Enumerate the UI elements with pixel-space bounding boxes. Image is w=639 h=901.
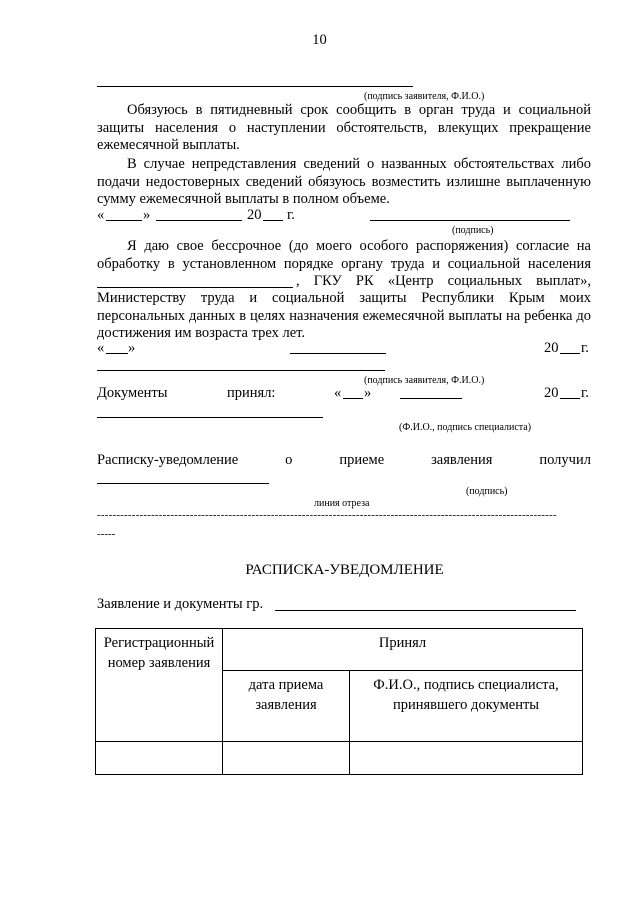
signature-blank-2 [370,220,570,221]
accept-date-cell [223,742,350,775]
day-blank [106,220,142,221]
receipt-word-1: Расписку-уведомление [97,452,239,468]
consent-line-3-tail: , ГКУ РК «Центр социальных выплат», [296,273,591,289]
accepted-group-header: Принял [223,629,583,671]
applicant-signature-caption: (подпись заявителя, Ф.И.О.) [364,91,485,102]
liability-paragraph: В случае непредставления сведений о названных обстоятельствах либо подачи недостоверных сведений обязуюсь возместить излишне выплаченную сумму ежемесячной выплаты в полном объеме. [97,156,591,207]
applicant-signature-line-3 [97,370,385,371]
specialist-cell [350,742,583,775]
applicant-signature-caption-3: (подпись заявителя, Ф.И.О.) [364,375,485,386]
accept-date-header: дата приема заявления [223,670,350,741]
receipt-signature-caption: (подпись) [466,486,508,497]
page-number: 10 [312,32,327,48]
quote-open: « [97,207,105,223]
month-blank [290,353,386,354]
date-row-2 [97,340,591,360]
signature-caption-2: (подпись) [452,225,494,236]
registration-table [95,628,583,775]
consent-organ-blank [97,287,293,288]
obligation-paragraph: Обязуюсь в пятидневный срок сообщить в орган труда и социальной защиты населения о наступлении обстоятельств, влекущих прекращение ежемесячной выплаты. [97,102,591,153]
cut-dashes-1: ----------------------------------------------------------------------------------------------------------------------- [97,509,557,521]
receipt-word-4: заявления [431,452,493,468]
receipt-title: РАСПИСКА-УВЕДОМЛЕНИЕ [245,562,444,578]
consent-paragraph-rest: Министерству труда и социальной защиты Республики Крым моих персональных данных в целях назначения ежемесячной выплаты на ребенка до достижения им возраста трех лет. [97,290,591,341]
consent-line-2: обработку в установленном порядке органу труда и социальной населения [97,256,591,272]
year-prefix: 20 [247,207,262,223]
specialist-signature-line [97,417,323,418]
quote-open: « [334,385,342,401]
registration-number-header: Регистрационный номер заявления [96,629,223,742]
year-blank [560,353,580,354]
receipt-applicant-blank [275,610,576,611]
quote-close: » [364,385,372,401]
year-prefix: 20 [544,385,559,401]
date-row-1 [97,207,591,227]
month-blank [156,220,242,221]
accepted-word: принял: [227,385,276,401]
year-blank [263,220,283,221]
year-blank [560,398,580,399]
receipt-signature-line [97,483,269,484]
receipt-received-row [97,452,591,469]
documents-word: Документы [97,385,168,401]
receipt-word-2: о [285,452,293,468]
specialist-header: Ф.И.О., подпись специалиста, принявшего документы [350,670,583,741]
year-suffix: г. [287,207,295,223]
receipt-word-5: получил [539,452,591,468]
registration-number-cell [96,742,223,775]
quote-close: » [128,340,136,356]
quote-close: » [143,207,151,223]
year-prefix: 20 [544,340,559,356]
day-blank [106,353,128,354]
documents-accepted-row [97,385,591,405]
applicant-signature-line [97,86,413,87]
cut-dashes-2: ----- [97,528,116,540]
day-blank [343,398,363,399]
year-suffix: г. [581,385,589,401]
month-blank [400,398,462,399]
cut-line-label: линия отреза [314,498,370,509]
year-suffix: г. [581,340,589,356]
receipt-word-3: приеме [339,452,385,468]
specialist-signature-caption: (Ф.И.О., подпись специалиста) [399,422,532,433]
quote-open: « [97,340,105,356]
receipt-applicant-label: Заявление и документы гр. [97,596,264,612]
consent-line-1: Я даю свое бессрочное (до моего особого распоряжения) согласие на [127,238,591,254]
